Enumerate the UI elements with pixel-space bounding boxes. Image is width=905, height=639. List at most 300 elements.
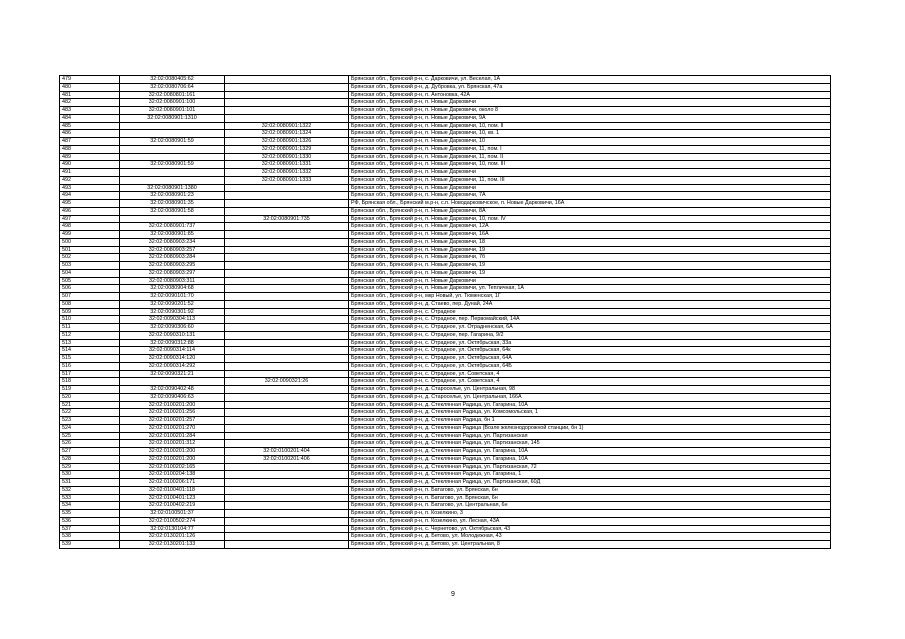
address-cell: Брянская обл., Брянский р-н, п. Новые Дарковичи, 19 (349, 246, 831, 254)
parcel-number-cell: 32:02:0100201:312 (120, 440, 225, 448)
parcel-number-cell: 32:02:0080901:85 (120, 231, 225, 239)
table-row (60, 510, 831, 518)
address-cell: Брянская обл., Брянский р-н, с. Отрадное, ул. Советская, 4 (349, 370, 831, 378)
address-cell: Брянская обл., Брянский р-н, п. Новые Дарковичи, 10 (349, 138, 831, 146)
address-cell: Брянская обл., Брянский р-н, п. Новые Дарковичи, 16А (349, 231, 831, 239)
table-row (60, 262, 831, 270)
building-number-cell: 32:02:0080901:1331 (225, 161, 349, 169)
parcel-number-cell: 32:02:0090402:48 (120, 386, 225, 394)
parcel-number-cell: 32:02:0080901:58 (120, 207, 225, 215)
building-number-cell: 32:02:0100201:404 (225, 448, 349, 456)
address-cell: Брянская обл., Брянский р-н, д. Стеклянная Радица, бн 1 (349, 417, 831, 425)
address-cell: Брянская обл., Брянский р-н, с. Отрадное, ул. Октябрьская, 64А (349, 355, 831, 363)
address-cell: Брянская обл., Брянский р-н, п. Новые Дарковичи (349, 169, 831, 177)
row-number-cell: 483 (60, 107, 120, 115)
row-number-cell: 521 (60, 401, 120, 409)
row-number-cell: 485 (60, 122, 120, 130)
building-number-cell (225, 463, 349, 471)
address-cell: Брянская обл., Брянский р-н, п. Батагово, ул. Брянская, 6н (349, 486, 831, 494)
parcel-number-cell: 32:02:0080405:62 (120, 76, 225, 84)
parcel-number-cell (120, 153, 225, 161)
building-number-cell (225, 339, 349, 347)
building-number-cell (225, 479, 349, 487)
parcel-number-cell: 32:02:0130201:126 (120, 533, 225, 541)
row-number-cell: 531 (60, 479, 120, 487)
table-row (60, 215, 831, 223)
parcel-number-cell: 32:02:0090314:120 (120, 355, 225, 363)
address-cell: Брянская обл., Брянский р-н, п. Новые Дарковичи, 7б (349, 254, 831, 262)
parcel-number-cell: 32:02:0080901:59 (120, 138, 225, 146)
parcel-number-cell: 32:02:0090201:52 (120, 300, 225, 308)
parcel-number-cell: 32:02:0080904:68 (120, 285, 225, 293)
table-row (60, 300, 831, 308)
building-number-cell (225, 316, 349, 324)
parcel-number-cell: 32:02:0080903:297 (120, 269, 225, 277)
address-cell: Брянская обл., Брянский р-н, п. Новые Дарковичи, 8А (349, 207, 831, 215)
table-row (60, 269, 831, 277)
address-cell: Брянская обл., Брянский р-н, с. Отрадное (349, 308, 831, 316)
row-number-cell: 523 (60, 417, 120, 425)
table-row (60, 76, 831, 84)
table-row (60, 293, 831, 301)
parcel-number-cell: 32:02:0100201:200 (120, 455, 225, 463)
row-number-cell: 518 (60, 378, 120, 386)
address-cell: Брянская обл., Брянский р-н, с. Отрадное, пер. Первомайский, 14А (349, 316, 831, 324)
parcel-number-cell: 32:02:0080903:284 (120, 254, 225, 262)
building-number-cell: 32:02:0080901:1322 (225, 122, 349, 130)
table-row (60, 324, 831, 332)
address-cell: Брянская обл., Брянский р-н, д. Бетово, ул. Молодежная, 43 (349, 533, 831, 541)
address-cell: Брянская обл., Брянский р-н, п. Новые Дарковичи, 19 (349, 269, 831, 277)
building-number-cell (225, 533, 349, 541)
table-row (60, 424, 831, 432)
row-number-cell: 489 (60, 153, 120, 161)
row-number-cell: 506 (60, 285, 120, 293)
building-number-cell (225, 293, 349, 301)
row-number-cell: 492 (60, 176, 120, 184)
table-row (60, 130, 831, 138)
parcel-number-cell: 32:02:0100206:171 (120, 479, 225, 487)
table-row (60, 161, 831, 169)
table-row (60, 401, 831, 409)
row-number-cell: 480 (60, 83, 120, 91)
building-number-cell (225, 424, 349, 432)
building-number-cell (225, 386, 349, 394)
row-number-cell: 511 (60, 324, 120, 332)
address-cell: Брянская обл., Брянский р-н, с. Чернетово, ул. Октябрьская, 43 (349, 525, 831, 533)
row-number-cell: 488 (60, 145, 120, 153)
address-cell: Брянская обл., Брянский р-н, п. Новые Дарковичи, около 8 (349, 107, 831, 115)
parcel-number-cell: 32:02:0090306:60 (120, 324, 225, 332)
building-number-cell (225, 277, 349, 285)
building-number-cell (225, 238, 349, 246)
building-number-cell (225, 393, 349, 401)
building-number-cell (225, 254, 349, 262)
parcel-number-cell: 32:02:0090304:113 (120, 316, 225, 324)
address-cell: Брянская обл., Брянский р-н, п. Козелкино, ул. Лесная, 43А (349, 517, 831, 525)
row-number-cell: 490 (60, 161, 120, 169)
table-row (60, 223, 831, 231)
address-cell: Брянская обл., Брянский р-н, п. Новые Дарковичи (349, 277, 831, 285)
table-row (60, 122, 831, 130)
building-number-cell: 32:02:0080901:735 (225, 215, 349, 223)
building-number-cell (225, 107, 349, 115)
parcel-number-cell: 32:02:0100402:219 (120, 502, 225, 510)
table-row (60, 502, 831, 510)
building-number-cell: 32:02:0080901:1326 (225, 138, 349, 146)
table-row (60, 145, 831, 153)
table-row (60, 370, 831, 378)
parcel-table (59, 75, 831, 549)
building-number-cell: 32:02:0090321:26 (225, 378, 349, 386)
building-number-cell (225, 300, 349, 308)
address-cell: Брянская обл., Брянский р-н, д. Стеклянная Радица, ул. Партизанская, 72 (349, 463, 831, 471)
table-row (60, 192, 831, 200)
parcel-table-body (60, 76, 831, 549)
address-cell: Брянская обл., Брянский р-н, п. Новые Дарковичи, 11, пом. II (349, 153, 831, 161)
address-cell: Брянская обл., Брянский р-н, п. Новые Дарковичи, ул. Тепличная, 1А (349, 285, 831, 293)
building-number-cell (225, 184, 349, 192)
table-row (60, 114, 831, 122)
table-row (60, 200, 831, 208)
table-row (60, 169, 831, 177)
table-row (60, 471, 831, 479)
address-cell: Брянская обл., Брянский р-н, д. Стеклянная Радица, ул. Партизанская, 145 (349, 440, 831, 448)
table-row (60, 417, 831, 425)
parcel-number-cell: 32:02:0080901:23 (120, 192, 225, 200)
row-number-cell: 520 (60, 393, 120, 401)
parcel-number-cell: 32:02:0100502:274 (120, 517, 225, 525)
row-number-cell: 536 (60, 517, 120, 525)
building-number-cell (225, 223, 349, 231)
address-cell: Брянская обл., Брянский р-н, с. Дарковичи, ул. Веселая, 1А (349, 76, 831, 84)
address-cell: Брянская обл., Брянский р-н, д. Староселье, ул. Центральная, 98 (349, 386, 831, 394)
address-cell: Брянская обл., Брянский р-н, п. Козелкино, 3 (349, 510, 831, 518)
parcel-number-cell: 32:02:0090406:63 (120, 393, 225, 401)
row-number-cell: 496 (60, 207, 120, 215)
address-cell: Брянская обл., Брянский р-н, д. Бетово, ул. Центральная, 8 (349, 541, 831, 549)
building-number-cell (225, 308, 349, 316)
parcel-number-cell: 32:02:0080706:64 (120, 83, 225, 91)
row-number-cell: 484 (60, 114, 120, 122)
building-number-cell (225, 347, 349, 355)
address-cell: Брянская обл., Брянский р-н, д. Стеклянная Радица, ул. Гагарина, 10А (349, 401, 831, 409)
table-row (60, 254, 831, 262)
row-number-cell: 538 (60, 533, 120, 541)
row-number-cell: 497 (60, 215, 120, 223)
parcel-number-cell: 32:02:0080901:101 (120, 107, 225, 115)
table-row (60, 316, 831, 324)
table-row (60, 355, 831, 363)
address-cell: Брянская обл., Брянский р-н, д. Дубровка, ул. Брянская, 47а (349, 83, 831, 91)
address-cell: Брянская обл., Брянский р-н, п. Новые Дарковичи, 11, пом. III (349, 176, 831, 184)
building-number-cell (225, 409, 349, 417)
parcel-number-cell: 32:02:0090101:70 (120, 293, 225, 301)
building-number-cell (225, 262, 349, 270)
parcel-number-cell (120, 215, 225, 223)
table-row (60, 231, 831, 239)
building-number-cell (225, 355, 349, 363)
table-row (60, 207, 831, 215)
table-row (60, 184, 831, 192)
table-row (60, 277, 831, 285)
building-number-cell (225, 471, 349, 479)
building-number-cell: 32:02:0080901:1330 (225, 153, 349, 161)
table-row (60, 463, 831, 471)
address-cell: Брянская обл., Брянский р-н, д. Стеклянная Радица, ул. Партизанская (349, 432, 831, 440)
parcel-number-cell (120, 122, 225, 130)
parcel-number-cell: 32:02:0080903:295 (120, 262, 225, 270)
table-row (60, 91, 831, 99)
row-number-cell: 524 (60, 424, 120, 432)
building-number-cell: 32:02:0080901:1333 (225, 176, 349, 184)
row-number-cell: 507 (60, 293, 120, 301)
address-cell: Брянская обл., Брянский р-н, п. Батагово, ул. Брянская, 6н (349, 494, 831, 502)
parcel-number-cell: 32:02:0080901:35 (120, 200, 225, 208)
row-number-cell: 517 (60, 370, 120, 378)
row-number-cell: 539 (60, 541, 120, 549)
parcel-number-cell (120, 169, 225, 177)
parcel-number-cell: 32:02:0080901:1380 (120, 184, 225, 192)
building-number-cell (225, 502, 349, 510)
address-cell: Брянская обл., Брянский р-н, с. Отрадное, ул. Октябрьская, 64к (349, 347, 831, 355)
building-number-cell: 32:02:0080901:1329 (225, 145, 349, 153)
address-cell: Брянская обл., Брянский р-н, п. Новые Дарковичи, 11, пом. I (349, 145, 831, 153)
address-cell: Брянская обл., Брянский р-н, п. Батагово, ул. Центральная, 6н (349, 502, 831, 510)
table-row (60, 83, 831, 91)
building-number-cell (225, 370, 349, 378)
address-cell: Брянская обл., Брянский р-н, п. Новые Дарковичи, 18 (349, 238, 831, 246)
table-row (60, 386, 831, 394)
address-cell: Брянская обл., Брянский р-н, д. Стеклянная Радица, ул. Комсомольская, 1 (349, 409, 831, 417)
parcel-number-cell: 32:02:0100401:123 (120, 494, 225, 502)
address-cell: Брянская обл., Брянский р-н, с. Отрадное, ул. Советская, 4 (349, 378, 831, 386)
building-number-cell (225, 401, 349, 409)
address-cell: Брянская обл., Брянский р-н, п. Новые Дарковичи, 10, пом. III (349, 161, 831, 169)
parcel-number-cell: 32:02:0080903:311 (120, 277, 225, 285)
table-row (60, 486, 831, 494)
parcel-number-cell: 32:02:0100201:257 (120, 417, 225, 425)
table-row (60, 138, 831, 146)
row-number-cell: 527 (60, 448, 120, 456)
address-cell: Брянская обл., Брянский р-н, п. Новые Дарковичи (349, 99, 831, 107)
parcel-number-cell: 32:02:0090321:21 (120, 370, 225, 378)
row-number-cell: 516 (60, 362, 120, 370)
parcel-number-cell: 32:02:0100201:270 (120, 424, 225, 432)
building-number-cell (225, 440, 349, 448)
address-cell: Брянская обл., Брянский р-н, д. Стеклянная Радица (Возле железнодорожной станции, бн 1) (349, 424, 831, 432)
building-number-cell (225, 517, 349, 525)
parcel-number-cell: 32:02:0100204:138 (120, 471, 225, 479)
row-number-cell: 529 (60, 463, 120, 471)
row-number-cell: 510 (60, 316, 120, 324)
row-number-cell: 495 (60, 200, 120, 208)
address-cell: Брянская обл., Брянский р-н, п. Антоновка, 42А (349, 91, 831, 99)
table-row (60, 448, 831, 456)
row-number-cell: 505 (60, 277, 120, 285)
address-cell: Брянская обл., Брянский р-н, п. Новые Дарковичи (349, 184, 831, 192)
parcel-number-cell: 32:02:0090312:88 (120, 339, 225, 347)
building-number-cell (225, 200, 349, 208)
row-number-cell: 530 (60, 471, 120, 479)
row-number-cell: 526 (60, 440, 120, 448)
table-row (60, 285, 831, 293)
row-number-cell: 501 (60, 246, 120, 254)
row-number-cell: 500 (60, 238, 120, 246)
building-number-cell (225, 192, 349, 200)
address-cell: Брянская обл., Брянский р-н, п. Новые Дарковичи, 12А (349, 223, 831, 231)
row-number-cell: 522 (60, 409, 120, 417)
parcel-number-cell: 32:02:0080901:737 (120, 223, 225, 231)
address-cell: Брянская обл., Брянский р-н, п. Новые Дарковичи, 7А (349, 192, 831, 200)
table-row (60, 541, 831, 549)
table-row (60, 455, 831, 463)
address-cell: Брянская обл., Брянский р-н, д. Стеклянная Радица, ул. Партизанская, 60Д (349, 479, 831, 487)
table-row (60, 308, 831, 316)
table-row (60, 362, 831, 370)
address-cell: Брянская обл., Брянский р-н, д. Стеклянная Радица, ул. Гагарина, 10А (349, 455, 831, 463)
row-number-cell: 514 (60, 347, 120, 355)
row-number-cell: 533 (60, 494, 120, 502)
address-cell: Брянская обл., Брянский р-н, с. Отрадное, ул. Отрадненская, 6А (349, 324, 831, 332)
table-row (60, 479, 831, 487)
table-row (60, 107, 831, 115)
row-number-cell: 519 (60, 386, 120, 394)
building-number-cell (225, 417, 349, 425)
address-cell: Брянская обл., Брянский р-н, п. Новые Дарковичи, 10, кв. 1 (349, 130, 831, 138)
table-row (60, 331, 831, 339)
table-row (60, 409, 831, 417)
building-number-cell: 32:02:0080901:1324 (225, 130, 349, 138)
building-number-cell (225, 99, 349, 107)
row-number-cell: 509 (60, 308, 120, 316)
table-row (60, 176, 831, 184)
table-row (60, 494, 831, 502)
row-number-cell: 525 (60, 432, 120, 440)
table-row (60, 432, 831, 440)
address-cell: Брянская обл., Брянский р-н, п. Новые Дарковичи, 10, пом. IV (349, 215, 831, 223)
address-cell: Брянская обл., Брянский р-н, д. Стеклянная Радица, ул. Гагарина, 10А (349, 448, 831, 456)
parcel-number-cell: 32:02:0080901:1310 (120, 114, 225, 122)
parcel-number-cell: 32:02:0080801:161 (120, 91, 225, 99)
row-number-cell: 482 (60, 99, 120, 107)
building-number-cell: 32:02:0100201:406 (225, 455, 349, 463)
parcel-number-cell (120, 176, 225, 184)
parcel-number-cell: 32:02:0090301:92 (120, 308, 225, 316)
table-row (60, 378, 831, 386)
building-number-cell (225, 246, 349, 254)
table-row (60, 238, 831, 246)
address-cell: Брянская обл., Брянский р-н, д. Стаево, пер. Дунай, 24А (349, 300, 831, 308)
parcel-number-cell: 32:02:0100501:37 (120, 510, 225, 518)
building-number-cell (225, 83, 349, 91)
table-row (60, 99, 831, 107)
row-number-cell: 502 (60, 254, 120, 262)
row-number-cell: 513 (60, 339, 120, 347)
building-number-cell (225, 114, 349, 122)
parcel-number-cell: 32:02:0080901:100 (120, 99, 225, 107)
building-number-cell (225, 231, 349, 239)
row-number-cell: 528 (60, 455, 120, 463)
building-number-cell (225, 362, 349, 370)
building-number-cell (225, 486, 349, 494)
row-number-cell: 535 (60, 510, 120, 518)
building-number-cell (225, 525, 349, 533)
row-number-cell: 499 (60, 231, 120, 239)
row-number-cell: 487 (60, 138, 120, 146)
row-number-cell: 504 (60, 269, 120, 277)
page-number: 9 (451, 591, 455, 598)
table-row (60, 440, 831, 448)
building-number-cell: 32:02:0080901:1332 (225, 169, 349, 177)
parcel-number-cell: 32:02:0100201:200 (120, 401, 225, 409)
parcel-number-cell: 32:02:0090314:114 (120, 347, 225, 355)
parcel-number-cell: 32:02:0100201:284 (120, 432, 225, 440)
address-cell: Брянская обл., Брянский р-н, с. Отрадное, ул. Октябрьская, 33а (349, 339, 831, 347)
table-row (60, 517, 831, 525)
address-cell: Брянская обл., Брянский р-н, д. Стеклянная Радица, ул. Гагарина, 1 (349, 471, 831, 479)
address-cell: Брянская обл., Брянский р-н, с. Отрадное, пер. Гагарина, 9/2 (349, 331, 831, 339)
row-number-cell: 486 (60, 130, 120, 138)
parcel-number-cell: 32:02:0080903:234 (120, 238, 225, 246)
building-number-cell (225, 76, 349, 84)
address-cell: Брянская обл., Брянский р-н, д. Староселье, ул. Центральная, 166А (349, 393, 831, 401)
building-number-cell (225, 331, 349, 339)
table-row (60, 153, 831, 161)
row-number-cell: 498 (60, 223, 120, 231)
building-number-cell (225, 207, 349, 215)
building-number-cell (225, 494, 349, 502)
row-number-cell: 532 (60, 486, 120, 494)
building-number-cell (225, 285, 349, 293)
row-number-cell: 512 (60, 331, 120, 339)
table-row (60, 246, 831, 254)
address-cell: Брянская обл., Брянский р-н, с. Отрадное, ул. Октябрьская, 64Б (349, 362, 831, 370)
parcel-number-cell: 32:02:0080901:59 (120, 161, 225, 169)
building-number-cell (225, 541, 349, 549)
parcel-number-cell: 32:02:0100201:200 (120, 448, 225, 456)
row-number-cell: 491 (60, 169, 120, 177)
parcel-number-cell: 32:02:0100401:118 (120, 486, 225, 494)
row-number-cell: 479 (60, 76, 120, 84)
address-cell: РФ, Брянская обл., Брянский м.р-н, с.п. Новодарковичское, п. Новые Дарковичи, 16А (349, 200, 831, 208)
parcel-number-cell: 32:02:0080903:257 (120, 246, 225, 254)
parcel-number-cell (120, 145, 225, 153)
parcel-number-cell: 32:02:0100202:165 (120, 463, 225, 471)
row-number-cell: 503 (60, 262, 120, 270)
building-number-cell (225, 269, 349, 277)
table-row (60, 533, 831, 541)
row-number-cell: 515 (60, 355, 120, 363)
parcel-number-cell (120, 130, 225, 138)
address-cell: Брянская обл., Брянский р-н, п. Новые Дарковичи, 10, пом. II (349, 122, 831, 130)
parcel-number-cell: 32:02:0100201:256 (120, 409, 225, 417)
parcel-number-cell: 32:02:0130201:133 (120, 541, 225, 549)
table-row (60, 347, 831, 355)
building-number-cell (225, 432, 349, 440)
parcel-number-cell: 32:02:0090310:131 (120, 331, 225, 339)
row-number-cell: 508 (60, 300, 120, 308)
address-cell: Брянская обл., Брянский р-н, мкр Новый, ул. Тюменская, 1Г (349, 293, 831, 301)
row-number-cell: 481 (60, 91, 120, 99)
address-cell: Брянская обл., Брянский р-н, п. Новые Дарковичи, 19 (349, 262, 831, 270)
row-number-cell: 537 (60, 525, 120, 533)
building-number-cell (225, 91, 349, 99)
building-number-cell (225, 324, 349, 332)
table-row (60, 525, 831, 533)
parcel-number-cell: 32:02:0090314:292 (120, 362, 225, 370)
row-number-cell: 494 (60, 192, 120, 200)
